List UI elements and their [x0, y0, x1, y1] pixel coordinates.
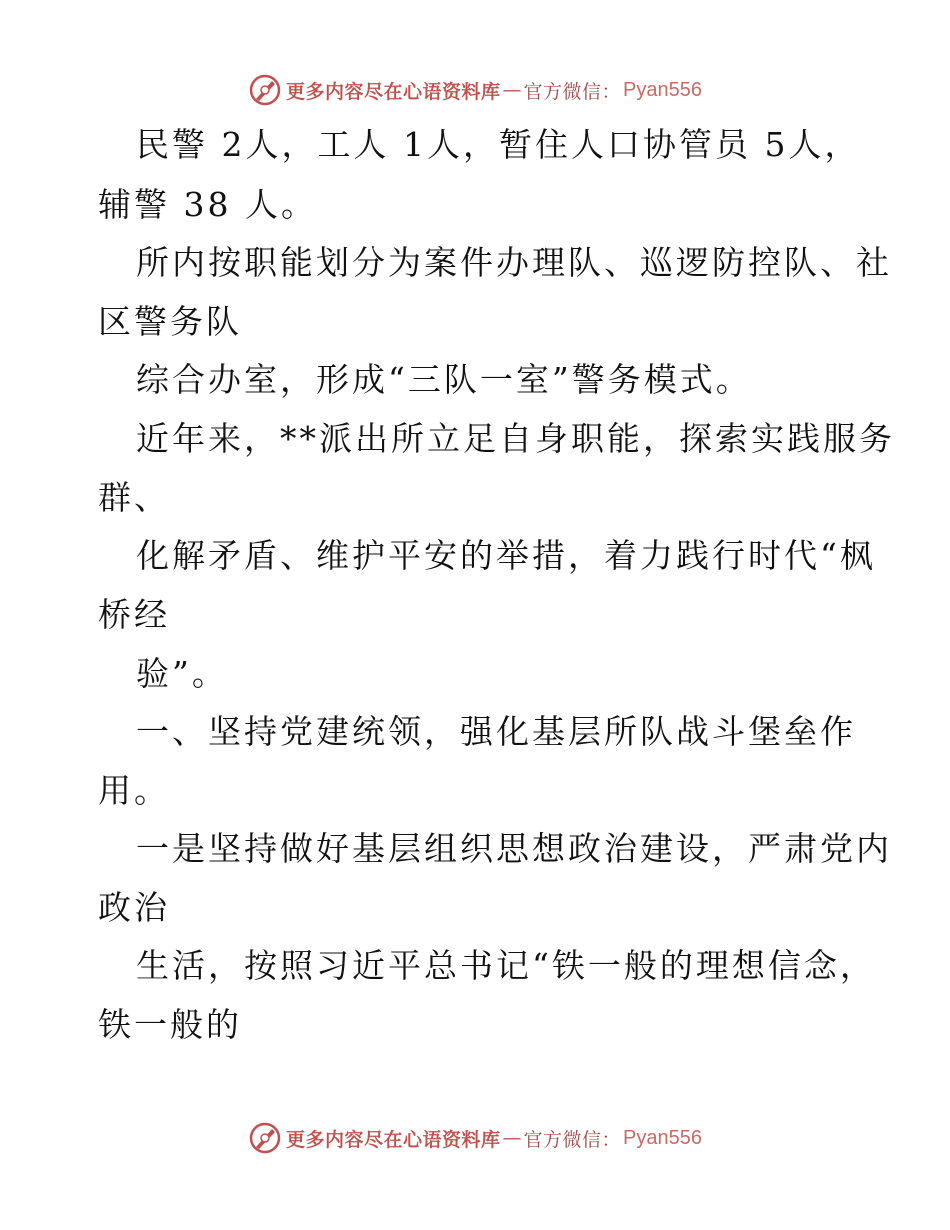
banner-wechat-label: 官方微信： [523, 1128, 622, 1151]
text-line: 桥经 [98, 595, 170, 634]
text-line: 生活，按照习近平总书记“铁一般的理想信念， [136, 946, 876, 985]
banner-wechat-label: 官方微信： [523, 80, 622, 103]
banner-wechat-id: Pyan556 [623, 78, 702, 101]
text-line: 民警 2人，工人 1人，暂住人口协管员 5人， [136, 125, 861, 164]
text-line: 群、 [98, 478, 170, 517]
text-line: 一、坚持党建统领，强化基层所队战斗堡垒作 [136, 712, 856, 751]
text-line: 验”。 [136, 654, 228, 693]
text-line: 近年来，**派出所立足自身职能，探索实践服务 [136, 419, 895, 458]
text-line: 铁一般的 [98, 1005, 242, 1044]
text-line: 一是坚持做好基层组织思想政治建设，严肃党内 [136, 829, 892, 868]
text-line: 综合办室，形成“三队一室”警务模式。 [136, 360, 752, 399]
text-line: 所内按职能划分为案件办理队、巡逻防控队、社 [136, 243, 892, 282]
text-line: 政治 [98, 888, 170, 927]
pen-logo-icon [248, 1121, 282, 1155]
text-line: 辅警 38 人。 [98, 185, 317, 224]
banner-wechat-id: Pyan556 [623, 1126, 702, 1149]
banner-dash: — [502, 79, 522, 101]
banner-main-text: 更多内容尽在心语资料库 [286, 80, 501, 103]
banner-dash: — [502, 1127, 522, 1149]
text-line: 区警务队 [98, 302, 242, 341]
footer-watermark-banner [0, 1118, 950, 1158]
text-line: 用。 [98, 771, 170, 810]
text-line: 化解矛盾、维护平安的举措，着力践行时代“枫 [136, 536, 876, 575]
banner-main-text: 更多内容尽在心语资料库 [286, 1128, 501, 1151]
